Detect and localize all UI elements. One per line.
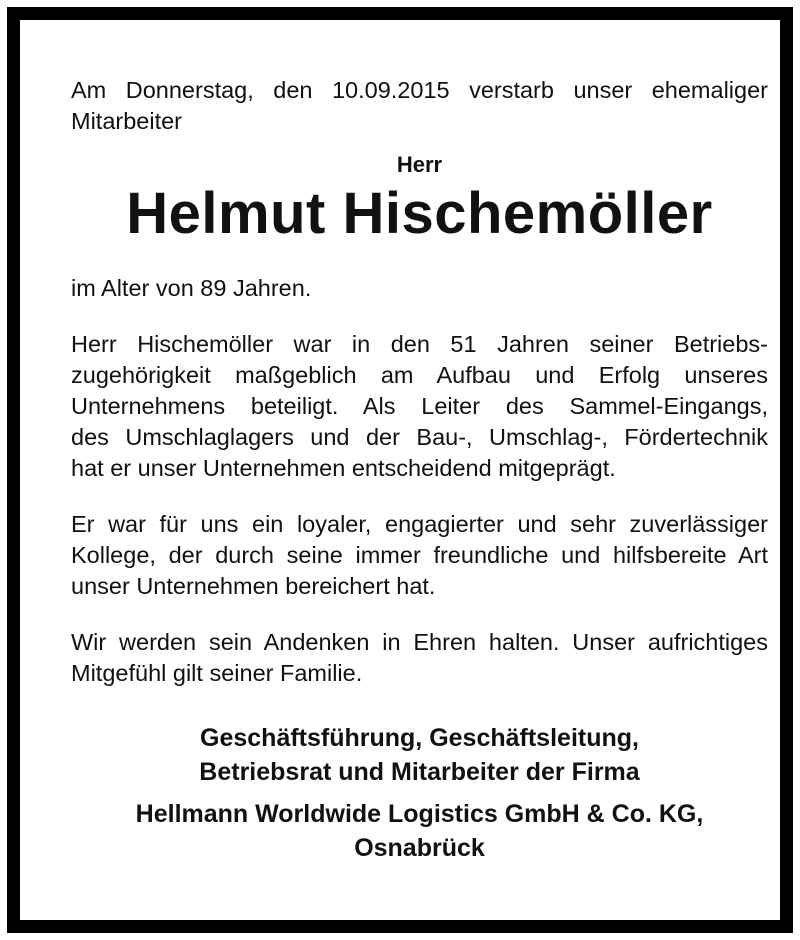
paragraph-line: Wir werden sein Andenken in Ehren halten. Unser aufrichtiges [71, 629, 768, 655]
obituary-frame [7, 7, 793, 933]
paragraph-line: unser Unternehmen bereichert hat. [71, 573, 436, 599]
company-line: Osnabrück [354, 834, 485, 862]
company-name [71, 797, 768, 865]
paragraph-line: Herr Hischemöller war in den 51 Jahren seiner Betriebs- [71, 331, 768, 357]
intro-line: Mitarbeiter [71, 108, 183, 134]
company-line: Hellmann Worldwide Logistics GmbH & Co. KG, [135, 800, 704, 828]
deceased-name: Helmut Hischemöller [126, 181, 713, 246]
signoff [71, 721, 768, 789]
paragraph-line: Mitgefühl gilt seiner Familie. [71, 660, 363, 686]
age-text: im Alter von 89 Jahren. [71, 275, 312, 301]
paragraph-line: hat er unser Unternehmen entscheidend mitgeprägt. [71, 455, 616, 481]
paragraph-line: Kollege, der durch seine immer freundliche und hilfsbereite Art [71, 542, 768, 568]
intro-text [71, 75, 768, 137]
salutation: Herr [396, 152, 443, 177]
signoff-line: Betriebsrat und Mitarbeiter der Firma [199, 758, 640, 786]
intro-line: Am Donnerstag, den 10.09.2015 verstarb unser ehemaliger [71, 77, 768, 103]
paragraph-career [71, 329, 768, 484]
paragraph-line: des Umschlaglagers und der Bau-, Umschlag-, Fördertechnik [71, 424, 768, 450]
signoff-line: Geschäftsführung, Geschäftsleitung, [200, 724, 639, 752]
paragraph-line: Unternehmens beteiligt. Als Leiter des Sammel-Eingangs, [71, 393, 768, 419]
paragraph-condolence [71, 627, 768, 689]
obituary-content [71, 75, 768, 865]
age-line [71, 273, 768, 304]
paragraph-character [71, 509, 768, 602]
paragraph-line: Er war für uns ein loyaler, engagierter und sehr zuverlässiger [71, 511, 768, 537]
paragraph-line: zugehörigkeit maßgeblich am Aufbau und Erfolg unseres [71, 362, 768, 388]
